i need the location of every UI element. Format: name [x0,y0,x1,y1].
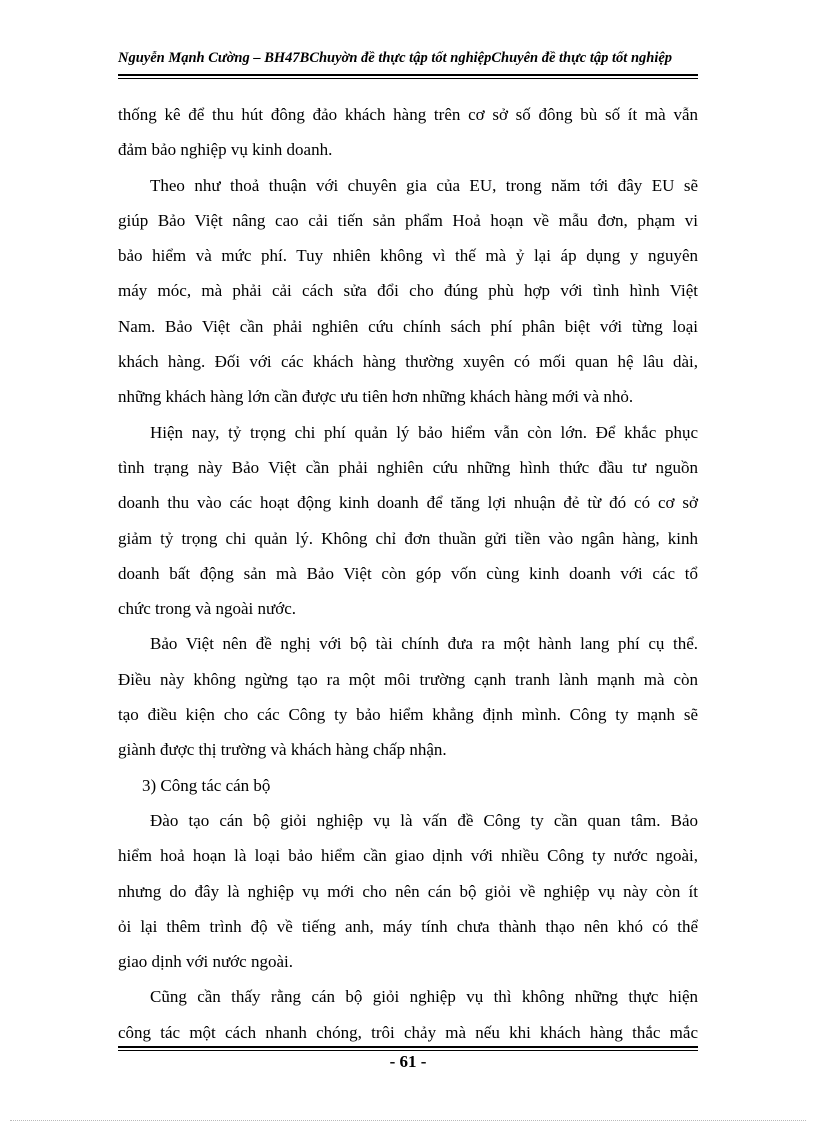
text-line: công tác một cách nhanh chóng, trôi chảy mà nếu khi khách hàng thắc mắc [118,1022,698,1042]
text-line: tình trạng này Bảo Việt cần phải nghiên cứu những hình thức đầu tư nguồn [118,457,698,477]
text-line: bảo hiểm và mức phí. Tuy nhiên không vì thế mà ỷ lại áp dụng y nguyên [118,246,698,266]
text-line: giao dịnh với nước ngoài. [118,952,293,972]
text-line: Bảo Việt nên đề nghị với bộ tài chính đưa ra một hành lang phí cụ thể. [150,634,698,654]
text-line: Đào tạo cán bộ giỏi nghiệp vụ là vấn đề Công ty cần quan tâm. Bảo [150,810,698,830]
text-line: thống kê để thu hút đông đảo khách hàng trên cơ sở số đông bù số ít mà vẫn [118,105,698,124]
text-line: đảm bảo nghiệp vụ kinh doanh. [118,140,333,160]
text-line: giúp Bảo Việt nâng cao cải tiến sản phẩm Hoả hoạn về mẫu đơn, phạm vi [118,210,698,230]
text-line: doanh thu vào các hoạt động kinh doanh để tăng lợi nhuận đẻ từ đó có cơ sở [118,493,698,513]
text-line: Cũng cần thấy rằng cán bộ giỏi nghiệp vụ thì không những thực hiện [150,987,698,1007]
section-heading: 3) Công tác cán bộ [142,775,271,795]
text-line: hiểm hoả hoạn là loại bảo hiểm cần giao dịnh với nhiều Công ty nước ngoài, [118,846,698,866]
text-line: tạo điều kiện cho các Công ty bảo hiểm khẳng định mình. Công ty mạnh sẽ [118,705,698,725]
page-number: - 61 - [389,1052,427,1071]
text-line: giành được thị trường và khách hàng chấp nhận. [118,740,447,760]
text-line: doanh bất động sản mà Bảo Việt còn góp vốn cùng kinh doanh với các tổ [118,563,698,583]
text-line: Điều này không ngừng tạo ra một môi trường cạnh tranh lành mạnh mà còn [118,669,698,689]
text-line: máy móc, mà phải cải cách sửa đổi cho đúng phù hợp với tình hình Việt [118,281,698,301]
text-line: Nam. Bảo Việt cần phải nghiên cứu chính sách phí phân biệt với từng loại [118,316,698,336]
text-line: Theo như thoả thuận với chuyên gia của EU, trong năm tới đây EU sẽ [150,175,698,195]
text-line: ỏi lại thêm trình độ về tiếng anh, máy tính chưa thành thạo nên khó có thể [118,916,698,936]
header-rule [118,74,698,76]
text-line: giảm tỷ trọng chi quản lý. Không chỉ đơn thuần gửi tiền vào ngân hàng, kinh [118,528,698,548]
text-line: khách hàng. Đối với các khách hàng thường xuyên có mối quan hệ lâu dài, [118,352,698,372]
page-break-marker [10,1120,806,1121]
text-line: những khách hàng lớn cần được ưu tiên hơn những khách hàng mới và nhỏ. [118,387,634,407]
text-line: Hiện nay, tỷ trọng chi phí quản lý bảo hiểm vẫn còn lớn. Để khắc phục [150,422,698,442]
text-line: chức trong và ngoài nước. [118,599,297,619]
footer-rule [118,1046,698,1048]
text-line: nhưng do đây là nghiệp vụ mới cho nên cán bộ giỏi về nghiệp vụ này còn ít [118,881,698,901]
footer-rule-thin [118,1050,698,1051]
running-header: Nguyễn Mạnh Cường – BH47BChuyờn đề thực tập tốt nghiệpChuyên đề thực tập tốt nghiệp [118,50,673,66]
header-rule-thin [118,78,698,79]
document-body [118,97,698,1050]
